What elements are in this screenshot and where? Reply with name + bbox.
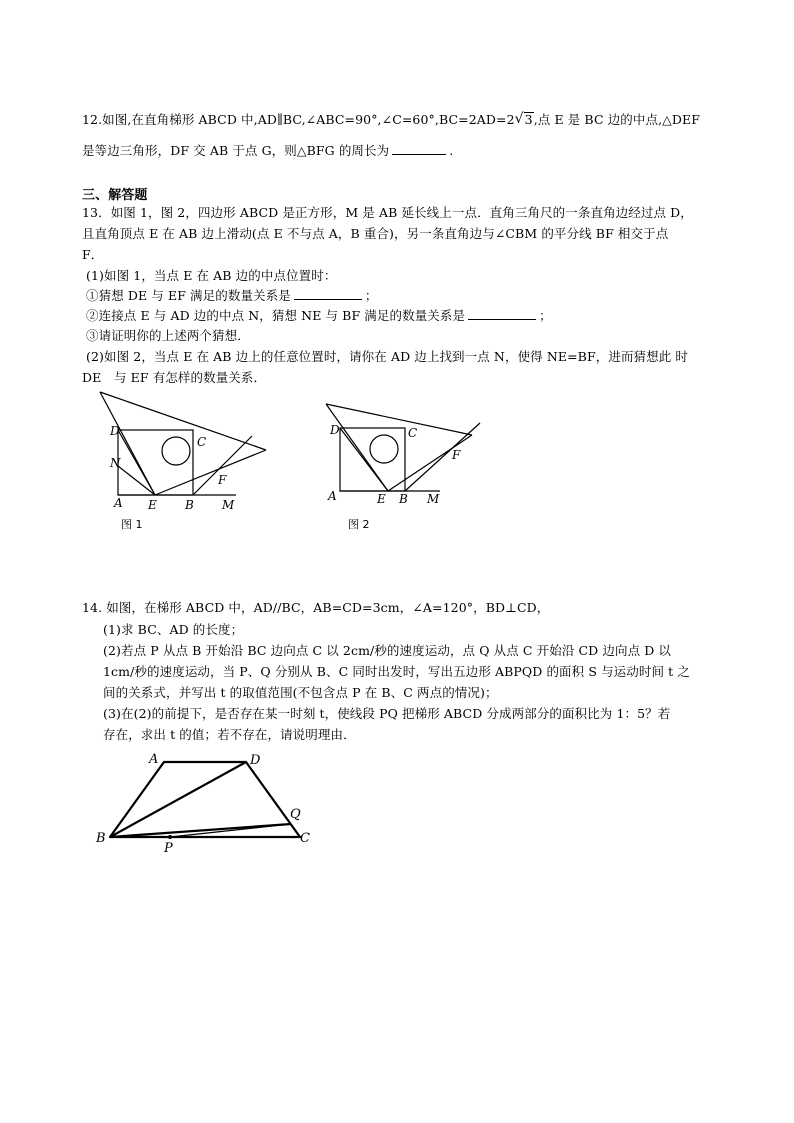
line-de [340, 428, 388, 491]
label-c: C [197, 435, 207, 449]
q13-part2-line1: (2)如图 2，当点 E 在 AB 边上的任意位置时，请你在 AD 边上找到一点 N，使得 NE=BF，进而猜想此 时 [86, 349, 689, 364]
q12-end: . [449, 143, 454, 158]
label-a: A [328, 489, 337, 503]
q13-item1-text: ①猜想 DE 与 EF 满足的数量关系是 [86, 288, 291, 303]
line-top-left [326, 404, 472, 435]
q13-line2: 且直角顶点 E 在 AB 边上滑动(点 E 不与点 A，B 重合)，另一条直角边与∠CBM 的平分线 BF 相交于点 [82, 226, 669, 241]
segment-bq [110, 824, 291, 837]
q14-part2-line1: (2)若点 P 从点 B 开始沿 BC 边向点 C 以 2cm/秒的速度运动，点 Q 从点 C 开始沿 CD 边向点 D 以 [103, 643, 672, 658]
q14-line1: 14. 如图，在梯形 ABCD 中，AD//BC，AB=CD=3cm，∠A=120°，BD⊥CD， [82, 600, 550, 615]
square-abcd [118, 430, 193, 495]
sqrt-icon: √ [514, 111, 524, 127]
q12-text-a: 12.如图,在直角梯形 ABCD 中,AD∥BC,∠ABC=90°,∠C=60°,BC=2AD=2 [82, 112, 515, 127]
section-heading: 三、解答题 [82, 188, 148, 203]
label-d: D [330, 423, 340, 437]
label-b: B [96, 831, 106, 846]
label-a: A [114, 496, 123, 510]
q13-line3: F． [82, 247, 104, 262]
q12-line1 [82, 110, 700, 128]
label-b: B [399, 492, 408, 506]
label-b: B [185, 498, 194, 512]
q13-item2-text: ②连接点 E 与 AD 边的中点 N，猜想 NE 与 BF 满足的数量关系是 [86, 308, 466, 323]
point-p [168, 835, 172, 839]
q13-item2 [86, 306, 552, 324]
label-n: N [110, 456, 121, 470]
label-c: C [300, 831, 310, 846]
label-q: Q [290, 807, 301, 822]
sqrt-expression [515, 112, 534, 127]
answer-blank[interactable] [468, 307, 536, 320]
q13-item1 [86, 286, 377, 304]
circle-mark [370, 435, 398, 463]
q14-part3-line2: 存在，求出 t 的值；若不存在，请说明理由． [103, 727, 356, 742]
q14-part1: (1)求 BC、AD 的长度； [103, 622, 244, 637]
figure-1 [100, 388, 280, 538]
answer-blank[interactable] [294, 287, 362, 300]
q12-line2 [82, 141, 453, 159]
label-d: D [110, 424, 120, 438]
label-e: E [148, 498, 157, 512]
q13-line1: 13．如图 1，图 2，四边形 ABCD 是正方形，M 是 AB 延长线上一点．直角三角尺的一条直角边经过点 D， [82, 205, 693, 220]
q13-item2-end: ； [539, 308, 552, 323]
label-f: F [452, 448, 461, 462]
line-e-to-right [155, 450, 266, 495]
q14-part3-line1: (3)在(2)的前提下，是否存在某一时刻 t，使线段 PQ 把梯形 ABCD 分成两部分的面积比为 1：5？若 [103, 706, 671, 721]
sqrt-radicand: 3 [524, 112, 533, 127]
label-f: F [218, 473, 227, 487]
q13-part1: (1)如图 1，当点 E 在 AB 边的中点位置时： [86, 268, 337, 283]
label-m: M [222, 498, 235, 512]
q12-text-2: 是等边三角形，DF 交 AB 于点 G，则△BFG 的周长为 [82, 143, 390, 158]
q13-item1-end: ； [364, 288, 378, 303]
trapezoid-figure [92, 748, 322, 858]
circle-mark [162, 437, 190, 465]
figure-2-caption: 图 2 [348, 518, 370, 531]
line-ne [118, 466, 155, 495]
line-dn [118, 430, 155, 495]
figure-1-caption: 图 1 [121, 518, 143, 531]
figure-2 [322, 400, 492, 535]
label-e: E [377, 492, 386, 506]
label-p: P [164, 841, 173, 856]
q14-part2-line2: 1cm/秒的速度运动，当 P、Q 分别从 B、C 同时出发时，写出五边形 ABPQD 的面积 S 与运动时间 t 之 [103, 664, 690, 679]
q12-text-b: ,点 E 是 BC 边的中点,△DEF [533, 112, 700, 127]
q14-part2-line3: 间的关系式，并写出 t 的取值范围(不包含点 P 在 B、C 两点的情况)； [103, 685, 498, 700]
q13-item3: ③请证明你的上述两个猜想． [86, 328, 250, 343]
label-c: C [408, 426, 418, 440]
line-e-to-right [388, 435, 472, 491]
answer-blank[interactable] [392, 142, 446, 155]
diagonal-bd [110, 762, 246, 837]
q13-part2-line2: DE 与 EF 有怎样的数量关系． [82, 370, 267, 385]
label-d: D [250, 753, 261, 768]
label-a: A [149, 752, 159, 767]
label-m: M [427, 492, 440, 506]
